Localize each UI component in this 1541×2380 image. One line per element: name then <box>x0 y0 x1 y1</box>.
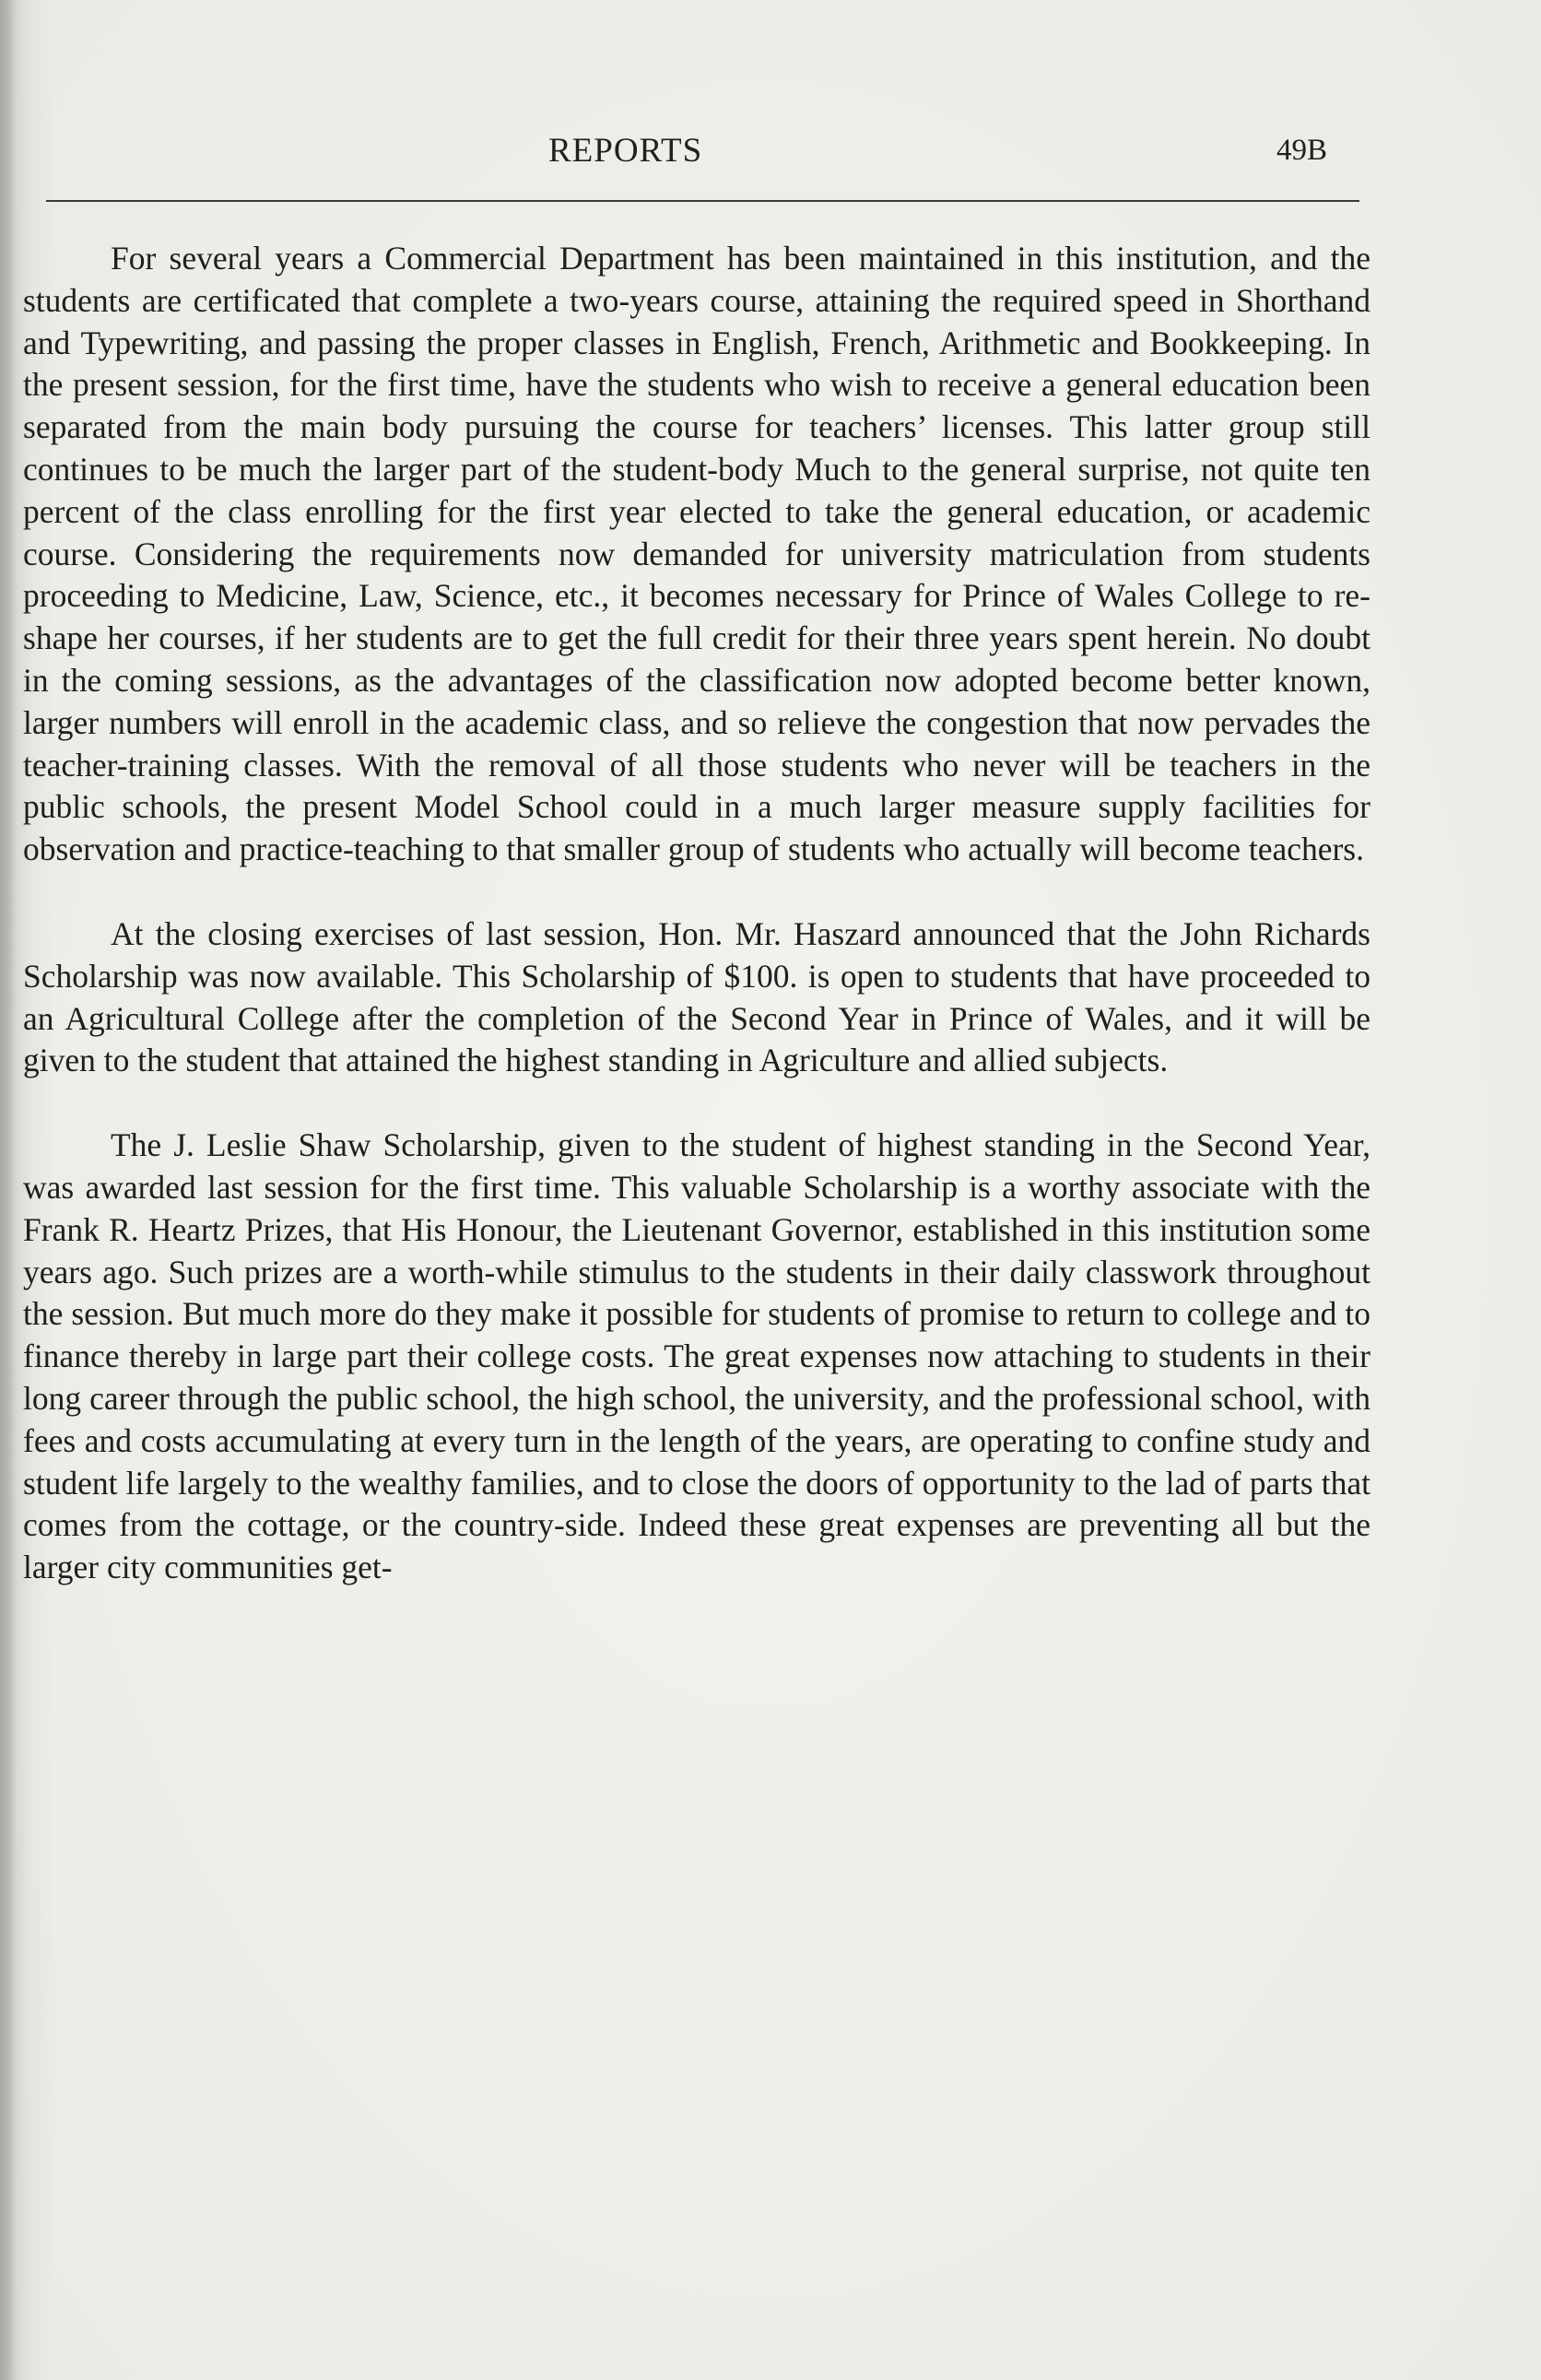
paragraph-commercial-department: For several years a Commercial Department has been maintained in this institution, and the students are certificated that complete a two-years course, attaining the required speed in Shorthand and Typewriting, and passing the proper classes in English, French, Arithmetic and Bookkeeping. In the present session, for the first time, have the students who wish to receive a general education been separated from the main body pursuing the course for teachers’ licenses. This latter group still continues to be much the larger part of the student-body Much to the general surprise, not quite ten percent of the class enrolling for the first year elected to take the general education, or academic course. Considering the requirements now demanded for university matriculation from students proceeding to Medicine, Law, Science, etc., it becomes necessary for Prince of Wales College to re-shape her courses, if her students are to get the full credit for their three years spent herein. No doubt in the coming sessions, as the advantages of the classification now adopted become better known, larger numbers will enroll in the academic class, and so relieve the congestion that now pervades the teacher-training classes. With the removal of all those students who never will be teachers in the public schools, the present Model School could in a much larger measure supply facilities for observation and practice-teaching to that smaller group of students who actually will become teachers. <box>23 240 1370 868</box>
page-number: 49B <box>1276 134 1328 167</box>
binding-shadow <box>0 0 17 2380</box>
body-text <box>23 238 1370 1632</box>
paragraph-john-richards-scholarship: At the closing exercises of last session, Hon. Mr. Haszard announced that the John Richards Scholarship was now available. This Scholarship of $100. is open to students that have proceeded to an Agricultural College after the completion of the Second Year in Prince of Wales, and it will be given to the student that attained the highest standing in Agriculture and allied subjects. <box>23 914 1370 1079</box>
page-header <box>46 131 1355 186</box>
header-rule <box>46 200 1359 202</box>
paragraph-leslie-shaw-scholarship: The J. Leslie Shaw Scholarship, given to the student of highest standing in the Second Year, was awarded last session for the first time. This valuable Scholarship is a worthy associate with the Frank R. Heartz Prizes, that His Honour, the Lieutenant Governor, established in this institution some years ago. Such prizes are a worth-while stimulus to the students in their daily classwork throughout the session. But much more do they make it possible for students of promise to return to college and to finance thereby in large part their college costs. The great expenses now attaching to students in their long career through the public school, the high school, the university, and the professional school, with fees and costs accumulating at every turn in the length of the years, are operating to confine study and student life largely to the wealthy families, and to close the doors of opportunity to the lad of parts that comes from the cottage, or the country-side. Indeed these great expenses are preventing all but the larger city communities get- <box>23 1126 1370 1586</box>
running-title: REPORTS <box>548 132 703 170</box>
